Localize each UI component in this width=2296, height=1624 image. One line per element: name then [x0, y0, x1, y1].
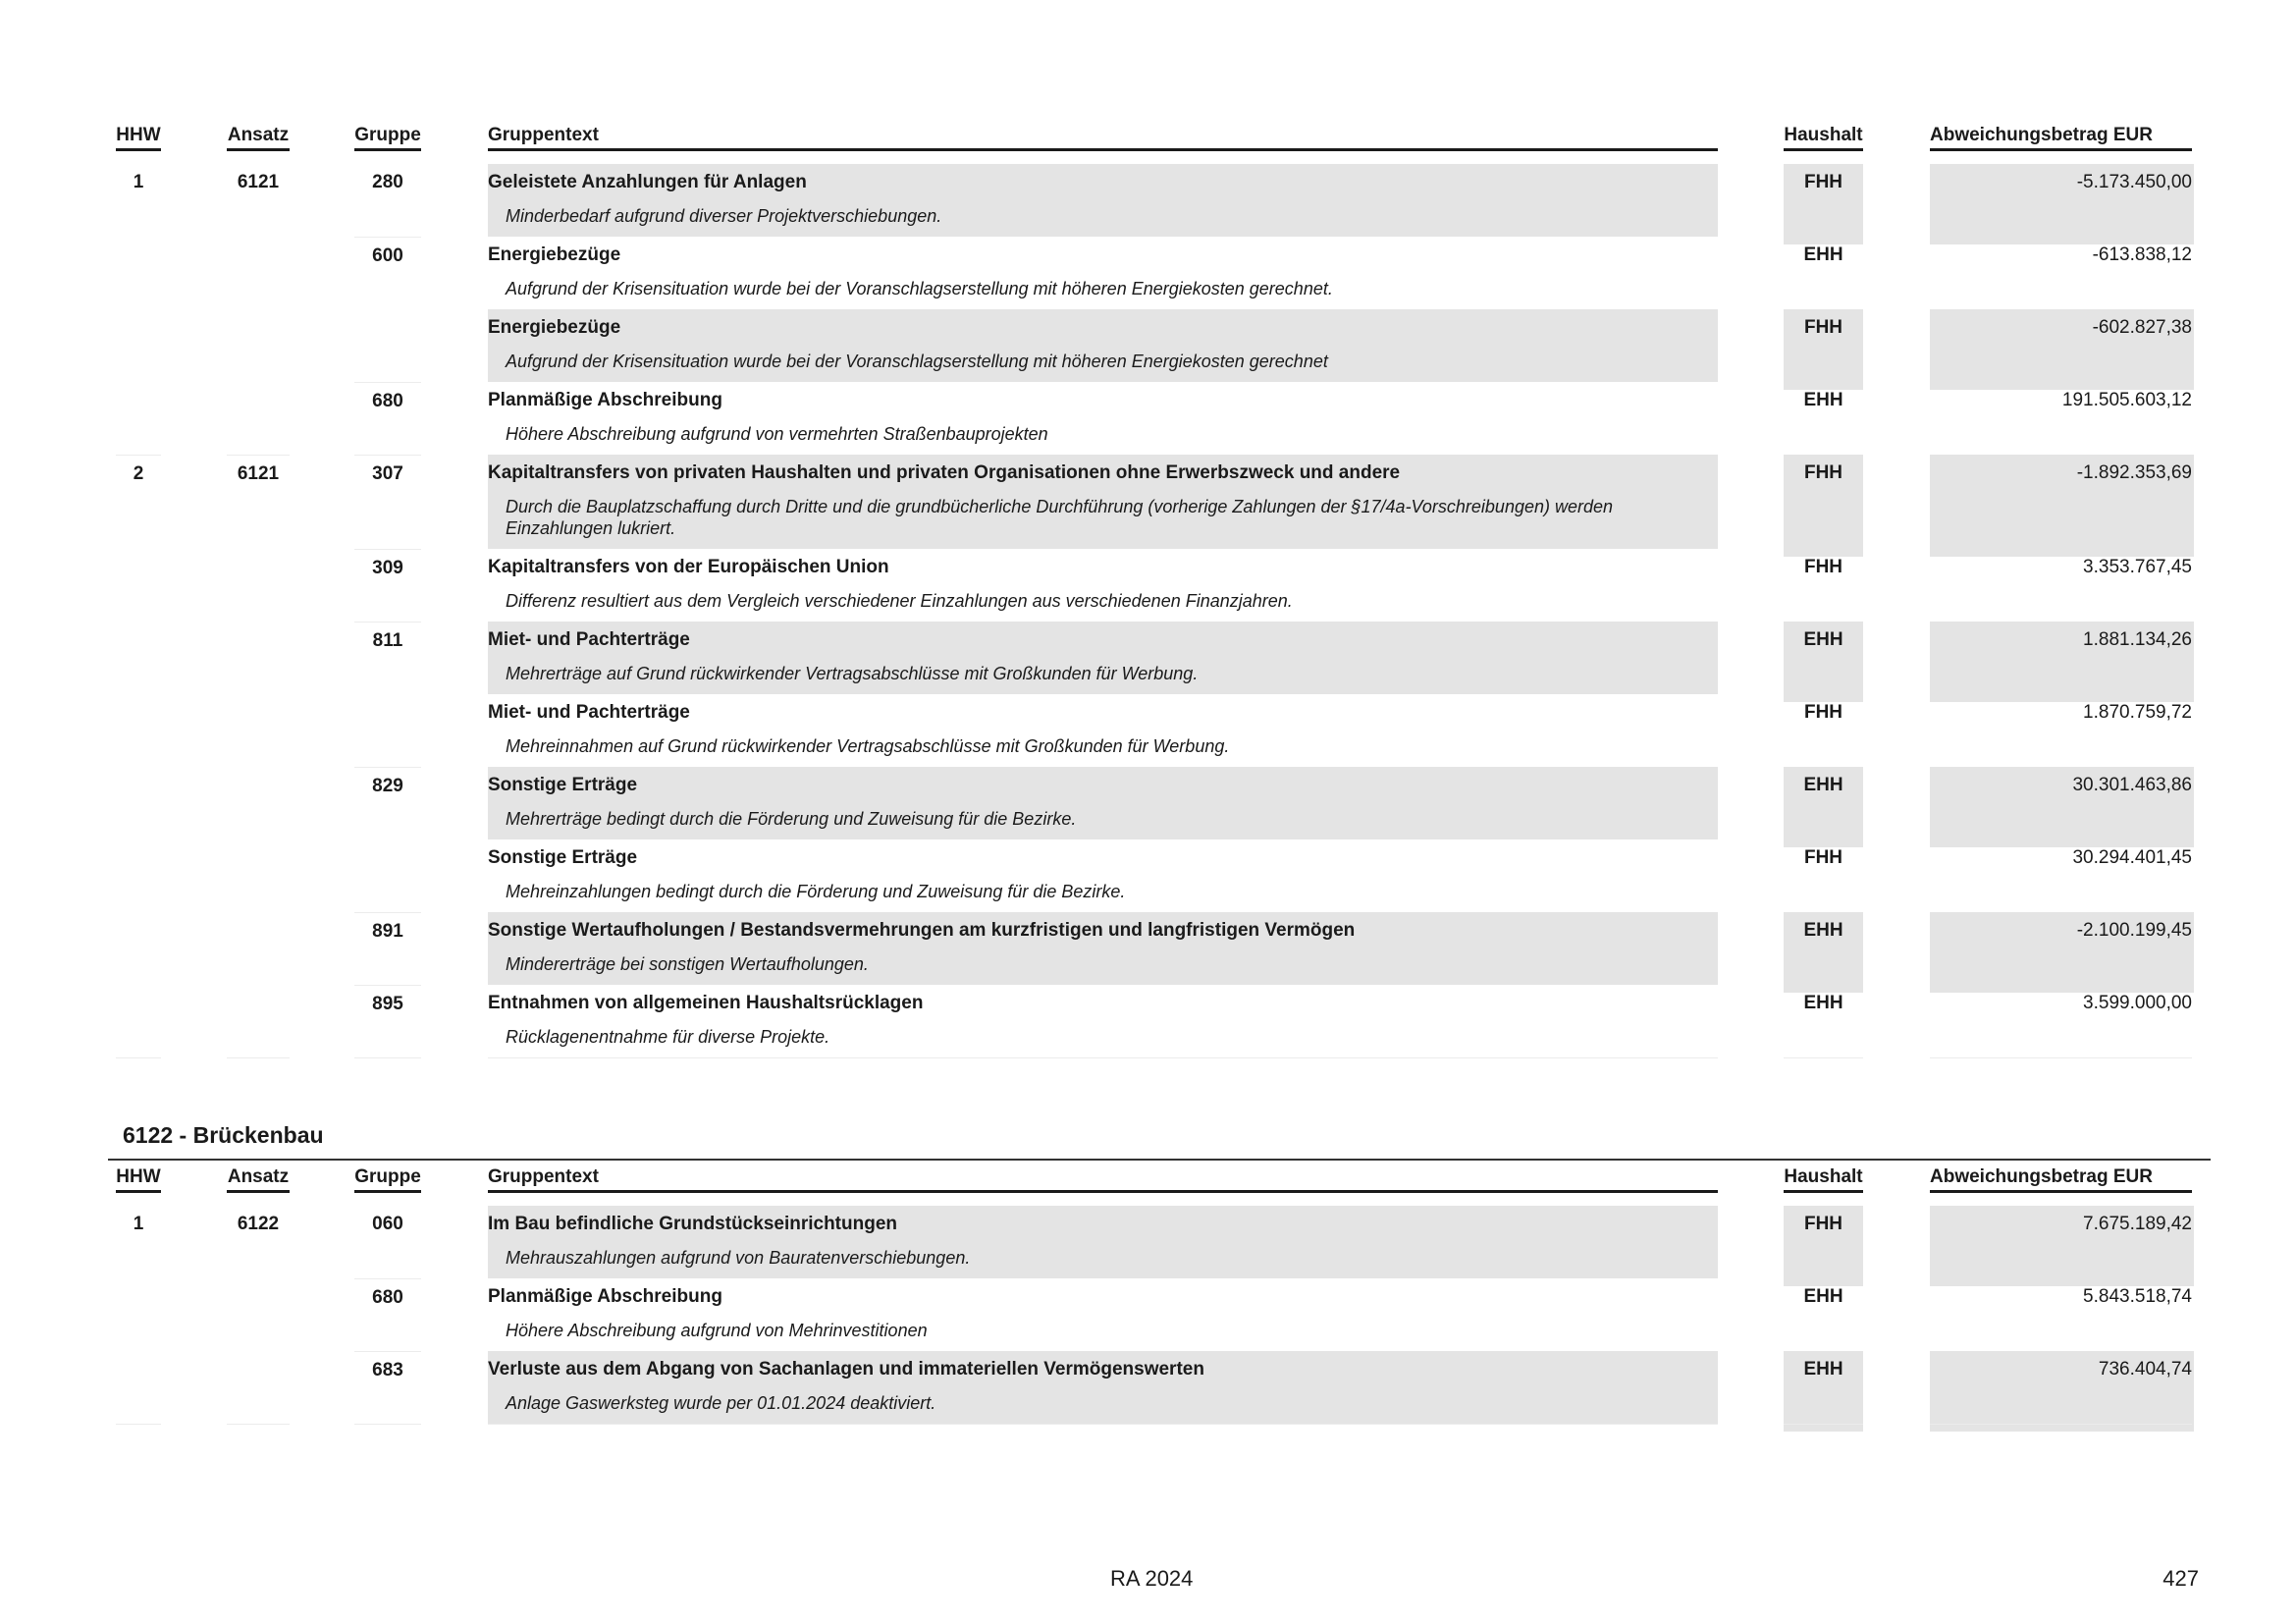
- footer-report-label: RA 2024: [1110, 1566, 1194, 1591]
- gruppe-cell: 829: [354, 767, 421, 848]
- hhw-cell: 2: [116, 455, 161, 558]
- amount-cell: 1.881.134,26: [1930, 622, 2194, 702]
- table-end-line: [116, 1424, 2192, 1425]
- hhw-cell: [116, 237, 161, 317]
- ansatz-cell: [227, 767, 290, 847]
- ansatz-cell: 6121: [237, 172, 280, 192]
- group-title: Energiebezüge: [488, 317, 621, 338]
- haushalt-cell: FHH: [1803, 702, 1843, 723]
- amount-cell: 30.294.401,45: [2072, 847, 2192, 868]
- table-header: [116, 125, 2192, 159]
- gruppentext-cell: [488, 1351, 1718, 1424]
- hhw-cell: [116, 309, 161, 390]
- hhw-cell: [116, 694, 161, 775]
- gruppentext-cell: [488, 164, 1718, 237]
- header-abweichungsbetrag: Abweichungsbetrag EUR: [1930, 1166, 2192, 1193]
- amount-cell: 7.675.189,42: [1930, 1206, 2194, 1286]
- amount-cell: -5.173.450,00: [1930, 164, 2194, 244]
- table-row: [116, 382, 2192, 455]
- table-row: [116, 164, 2192, 237]
- gruppe-cell: 060: [372, 1214, 403, 1234]
- amount-cell: 1.870.759,72: [2083, 702, 2192, 723]
- group-note: Mehrauszahlungen aufgrund von Bauratenverschiebungen.: [506, 1248, 971, 1268]
- header-abweichungsbetrag: Abweichungsbetrag EUR: [1930, 125, 2192, 151]
- gruppentext-cell: [488, 985, 1718, 1057]
- group-note: Höhere Abschreibung aufgrund von vermehrten Straßenbauprojekten: [506, 424, 1048, 444]
- section-rule: [108, 1159, 2211, 1161]
- haushalt-cell: EHH: [1784, 767, 1863, 847]
- gruppe-cell: [354, 694, 421, 775]
- group-note: Aufgrund der Krisensituation wurde bei der Voranschlagserstellung mit höheren Energiekosten gerechnet: [506, 352, 1328, 371]
- gruppentext-cell: [488, 622, 1718, 694]
- ansatz-cell: [227, 237, 290, 317]
- amount-cell: -613.838,12: [2092, 244, 2192, 265]
- group-note: Durch die Bauplatzschaffung durch Dritte und die grundbücherliche Durchführung (vorherige Zahlungen der §17/4a-Vorschreibungen) werden Einzahlungen lukriert.: [506, 497, 1614, 538]
- group-title: Miet- und Pachterträge: [488, 702, 690, 723]
- amount-cell: 5.843.518,74: [2083, 1286, 2192, 1307]
- table-2: [116, 1166, 2192, 1425]
- gruppe-cell: 280: [372, 172, 403, 192]
- group-note: Minderbedarf aufgrund diverser Projektverschiebungen.: [506, 206, 942, 226]
- group-title: Verluste aus dem Abgang von Sachanlagen und immateriellen Vermögenswerten: [488, 1359, 1204, 1380]
- hhw-cell: [116, 912, 161, 993]
- haushalt-cell: FHH: [1784, 309, 1863, 390]
- table-row: [116, 455, 2192, 549]
- hhw-cell: [116, 985, 161, 1065]
- hhw-cell: [116, 622, 161, 702]
- table-row: [116, 912, 2192, 985]
- gruppentext-cell: [488, 1206, 1718, 1278]
- group-title: Miet- und Pachterträge: [488, 629, 690, 650]
- group-note: Mehreinnahmen auf Grund rückwirkender Vertragsabschlüsse mit Großkunden für Werbung.: [506, 736, 1230, 756]
- header-gruppe: Gruppe: [354, 125, 421, 151]
- table-row: [116, 309, 2192, 382]
- hhw-cell: 1: [133, 1214, 144, 1234]
- table-row: [116, 237, 2192, 309]
- haushalt-cell: FHH: [1803, 557, 1843, 577]
- amount-cell: 736.404,74: [1930, 1351, 2194, 1432]
- table-header: [116, 1166, 2192, 1201]
- header-hhw: HHW: [116, 125, 161, 151]
- table-body: [116, 1206, 2192, 1425]
- amount-cell: -602.827,38: [1930, 309, 2194, 390]
- group-title: Geleistete Anzahlungen für Anlagen: [488, 172, 807, 192]
- table-row: [116, 767, 2192, 839]
- group-note: Mindererträge bei sonstigen Wertaufholungen.: [506, 954, 869, 974]
- table-row: [116, 839, 2192, 912]
- haushalt-cell: EHH: [1803, 993, 1843, 1013]
- haushalt-cell: FHH: [1784, 164, 1863, 244]
- gruppentext-cell: [488, 912, 1718, 985]
- amount-cell: -1.892.353,69: [1930, 455, 2194, 557]
- group-title: Sonstige Erträge: [488, 775, 638, 795]
- ansatz-cell: 6122: [237, 1214, 280, 1234]
- haushalt-cell: FHH: [1803, 847, 1843, 868]
- hhw-cell: 1: [133, 172, 144, 192]
- group-title: Planmäßige Abschreibung: [488, 390, 722, 410]
- gruppentext-cell: [488, 839, 1718, 912]
- gruppentext-cell: [488, 455, 1718, 549]
- table-body: [116, 164, 2192, 1058]
- amount-cell: 3.353.767,45: [2083, 557, 2192, 577]
- table-end-line: [116, 1057, 2192, 1058]
- ansatz-cell: [227, 985, 290, 1065]
- ansatz-cell: [227, 1278, 290, 1359]
- gruppe-cell: 307: [354, 455, 421, 558]
- ansatz-cell: [227, 309, 290, 390]
- group-title: Energiebezüge: [488, 244, 621, 265]
- group-title: Sonstige Wertaufholungen / Bestandsvermehrungen am kurzfristigen und langfristigen Vermögen: [488, 920, 1356, 941]
- gruppe-cell: [354, 309, 421, 390]
- ansatz-cell: [227, 1351, 290, 1432]
- group-note: Rücklagenentnahme für diverse Projekte.: [506, 1027, 830, 1047]
- gruppentext-cell: [488, 382, 1718, 455]
- amount-cell: 3.599.000,00: [2083, 993, 2192, 1013]
- gruppe-cell: 683: [354, 1351, 421, 1433]
- header-ansatz: Ansatz: [227, 1166, 290, 1193]
- ansatz-cell: [227, 694, 290, 775]
- header-hhw: HHW: [116, 1166, 161, 1193]
- gruppe-cell: 891: [354, 912, 421, 994]
- amount-cell: 191.505.603,12: [2061, 390, 2192, 410]
- header-ansatz: Ansatz: [227, 125, 290, 151]
- amount-cell: -2.100.199,45: [1930, 912, 2194, 993]
- group-note: Anlage Gaswerksteg wurde per 01.01.2024 deaktiviert.: [506, 1393, 936, 1413]
- haushalt-cell: FHH: [1784, 455, 1863, 557]
- gruppe-cell: 811: [354, 622, 421, 703]
- group-title: Kapitaltransfers von privaten Haushalten und privaten Organisationen ohne Erwerbszweck und andere: [488, 462, 1401, 483]
- section-title: 6122 - Brückenbau: [123, 1122, 324, 1148]
- gruppe-cell: 680: [354, 1278, 421, 1360]
- haushalt-cell: EHH: [1784, 622, 1863, 702]
- table-row: [116, 549, 2192, 622]
- page-number: 427: [2163, 1566, 2199, 1591]
- haushalt-cell: EHH: [1784, 912, 1863, 993]
- gruppe-cell: [354, 839, 421, 920]
- ansatz-cell: [227, 382, 290, 462]
- hhw-cell: [116, 549, 161, 629]
- table-row: [116, 1351, 2192, 1424]
- amount-cell: 30.301.463,86: [1930, 767, 2194, 847]
- haushalt-cell: EHH: [1803, 244, 1843, 265]
- header-haushalt: Haushalt: [1784, 1166, 1863, 1193]
- header-haushalt: Haushalt: [1784, 125, 1863, 151]
- hhw-cell: [116, 1278, 161, 1359]
- table-row: [116, 1278, 2192, 1351]
- table-1: [116, 125, 2192, 1058]
- group-title: Im Bau befindliche Grundstückseinrichtungen: [488, 1214, 897, 1234]
- hhw-cell: [116, 767, 161, 847]
- ansatz-cell: [227, 839, 290, 920]
- gruppentext-cell: [488, 767, 1718, 839]
- ansatz-cell: [227, 549, 290, 629]
- haushalt-cell: FHH: [1784, 1206, 1863, 1286]
- group-title: Kapitaltransfers von der Europäischen Union: [488, 557, 889, 577]
- header-gruppe: Gruppe: [354, 1166, 421, 1193]
- hhw-cell: [116, 382, 161, 462]
- gruppentext-cell: [488, 309, 1718, 382]
- gruppe-cell: 895: [354, 985, 421, 1066]
- haushalt-cell: EHH: [1803, 1286, 1843, 1307]
- ansatz-cell: [227, 622, 290, 702]
- gruppe-cell: 680: [354, 382, 421, 463]
- gruppentext-cell: [488, 237, 1718, 309]
- ansatz-cell: [227, 912, 290, 993]
- ansatz-cell: 6121: [227, 455, 290, 558]
- haushalt-cell: EHH: [1784, 1351, 1863, 1432]
- group-note: Aufgrund der Krisensituation wurde bei der Voranschlagserstellung mit höheren Energiekosten gerechnet.: [506, 279, 1333, 298]
- group-note: Mehrerträge auf Grund rückwirkender Vertragsabschlüsse mit Großkunden für Werbung.: [506, 664, 1199, 683]
- gruppe-cell: 600: [354, 237, 421, 318]
- hhw-cell: [116, 839, 161, 920]
- group-title: Planmäßige Abschreibung: [488, 1286, 722, 1307]
- header-gruppentext: Gruppentext: [488, 1166, 1718, 1193]
- group-note: Mehrerträge bedingt durch die Förderung und Zuweisung für die Bezirke.: [506, 809, 1077, 829]
- table-row: [116, 1206, 2192, 1278]
- haushalt-cell: EHH: [1803, 390, 1843, 410]
- group-note: Höhere Abschreibung aufgrund von Mehrinvestitionen: [506, 1321, 928, 1340]
- gruppentext-cell: [488, 1278, 1718, 1351]
- gruppe-cell: 309: [354, 549, 421, 630]
- table-row: [116, 694, 2192, 767]
- group-note: Mehreinzahlungen bedingt durch die Förderung und Zuweisung für die Bezirke.: [506, 882, 1126, 901]
- group-title: Sonstige Erträge: [488, 847, 638, 868]
- hhw-cell: [116, 1351, 161, 1432]
- table-row: [116, 622, 2192, 694]
- group-note: Differenz resultiert aus dem Vergleich verschiedener Einzahlungen aus verschiedenen Finanzjahren.: [506, 591, 1293, 611]
- table-row: [116, 985, 2192, 1057]
- header-gruppentext: Gruppentext: [488, 125, 1718, 151]
- group-title: Entnahmen von allgemeinen Haushaltsrücklagen: [488, 993, 924, 1013]
- gruppentext-cell: [488, 549, 1718, 622]
- gruppentext-cell: [488, 694, 1718, 767]
